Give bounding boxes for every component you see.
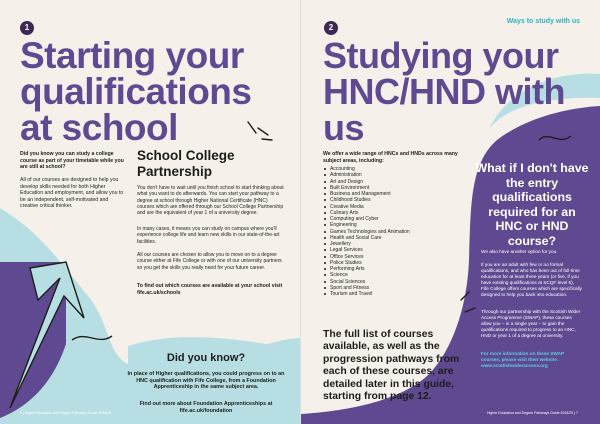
list-item: Art and Design	[323, 179, 410, 185]
page-footer: Higher Education and Degree Pathways Guide 2024/25 | 7	[487, 411, 578, 415]
list-item: Accounting	[323, 166, 410, 172]
list-item: Social Sciences	[323, 279, 410, 285]
list-item: Business and Management	[323, 191, 410, 197]
scp-paragraph-1: You don't have to wait until you finish school to start thinking about what you want to do afterwards. You can start your pathway to a degree at school through Higher National Certificate (HNC) courses which are offered through our School College Partnership and are the equivalent of year 1 of a university degree.	[137, 185, 284, 217]
scp-schools-link[interactable]: To find out which courses are available at your school visit fife.ac.uk/schools	[137, 283, 283, 296]
did-you-know-text: In place of Higher qualifications, you could progress on to an HNC qualification with Fife College, from a Foundation Apprenticeship in the same subject area.	[127, 371, 285, 391]
intro-text: All of our courses are designed to help you develop skills needed for both Higher Education and employment, and allow you to be an independent, self-motivated and creative critical thinker.	[20, 177, 124, 210]
list-item: Health and Social Care	[323, 235, 410, 241]
what-if-heading: What if I don't have the entry qualifications required for an HNC or HND course?	[475, 161, 589, 248]
list-item: Culinary Arts	[323, 210, 410, 216]
section-label: Ways to study with us	[506, 18, 580, 25]
page-title: Starting your qualifications at school	[20, 35, 252, 148]
section-number-badge: 2	[324, 21, 338, 35]
foundation-link[interactable]: Find out more about Foundation Apprenticeships at fife.ac.uk/foundation	[139, 401, 273, 414]
full-list-note: The full list of courses available, as well as the progression pathways from each of these courses, are detailed later in this guide, starting from page 12.	[323, 329, 460, 403]
list-item: Sport and Fitness	[323, 285, 410, 291]
list-item: Police Studies	[323, 260, 410, 266]
list-item: Performing Arts	[323, 266, 410, 272]
scp-paragraph-3: All our courses are chosen to allow you to move on to a degree course either at Fife College or with one of our university partners so you get the skills you really need for your future career.	[137, 252, 282, 271]
list-item: Jewellery	[323, 241, 410, 247]
swap-website-link[interactable]: For more information on these SWAP courses, please visit their website: www.scottishwideraccess.org	[481, 351, 564, 368]
right-page	[300, 0, 600, 424]
list-item: Games Technologies and Animation	[323, 229, 410, 235]
list-item: Built Environment	[323, 185, 410, 191]
what-if-paragraph-2: If you are an adult with few or no formal qualifications, and who has been out of full-time education for at least three years (or five, if you have existing qualifications at SCQF level 5), Fife College offers courses which are specifically designed to help you back into education.	[481, 262, 582, 297]
did-you-know-heading: Did you know?	[166, 352, 246, 364]
list-item: Childhood Studies	[323, 197, 410, 203]
courses-lead: We offer a wide range of HNCs and HNDs across many subject areas, including:	[323, 151, 458, 164]
list-item: Creative Media	[323, 204, 410, 210]
list-item: Science	[323, 272, 410, 278]
list-item: Legal Services	[323, 247, 410, 253]
scp-heading: School College Partnership	[137, 148, 235, 179]
list-item: Computing and Cyber	[323, 216, 410, 222]
page-title: Studying your HNC/HND with us	[323, 35, 565, 148]
list-item: Administration	[323, 172, 410, 178]
list-item: Office Services	[323, 254, 410, 260]
what-if-paragraph-1: We also have another option for you.	[481, 249, 558, 254]
course-list	[323, 166, 410, 297]
section-number-badge: 1	[20, 21, 34, 35]
scp-paragraph-2: In many cases, it means you can study on campus where you'll experience college life and learn new skills in our state-of-the-art facilities.	[137, 226, 280, 245]
page-footer: 6 | Higher Education and Degree Pathways Guide 2024/25	[20, 411, 111, 415]
intro-question: Did you know you can study a college course as part of your timetable while you are still at school?	[20, 151, 124, 171]
list-item: Engineering	[323, 222, 410, 228]
what-if-paragraph-3: Through our partnership with the Scottish Wider Access Programme (SWAP), these courses allow you – in a single year – to gain the qualifications required to progress to an HNC, HND or year 1 of a degree at university.	[481, 309, 581, 338]
list-item: Tourism and Travel	[323, 291, 410, 297]
